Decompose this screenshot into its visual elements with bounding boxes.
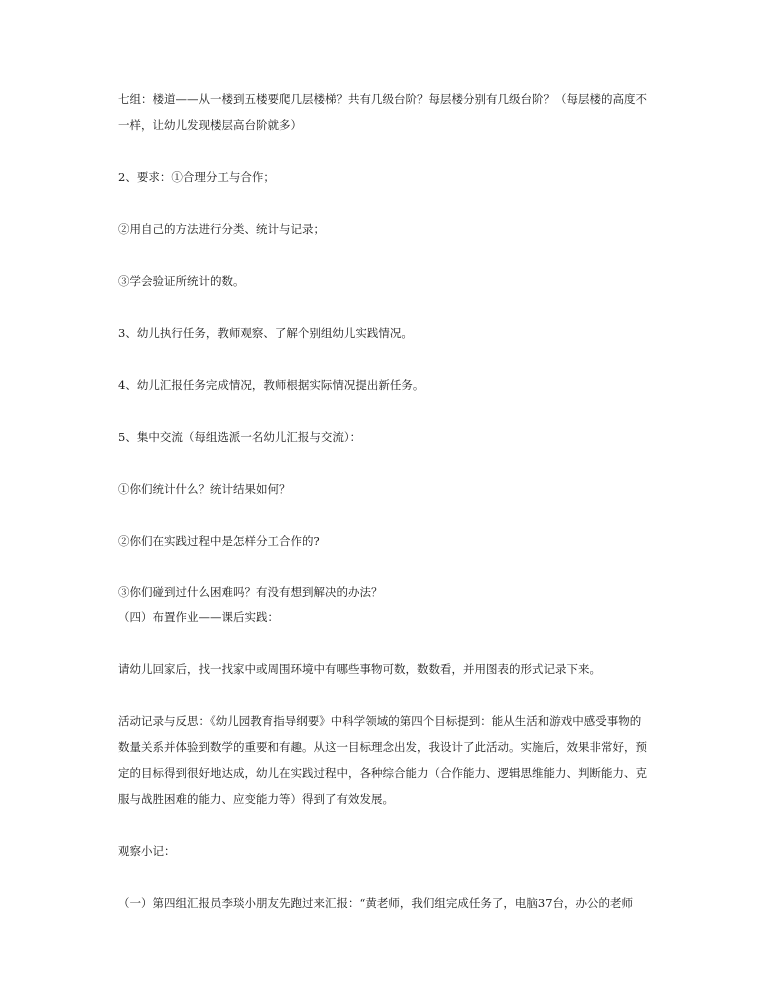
text-line: 数量关系并体验到数学的重要和有趣。从这一目标理念出发，我设计了此活动。实施后，效果非常好，预	[118, 740, 647, 754]
text-line: 服与战胜困难的能力、应变能力等）得到了有效发展。	[118, 792, 394, 806]
text-line: （一）第四组汇报员李琰小朋友先跑过来汇报：“黄老师，我们组完成任务了，电脑37台，办公的老师	[118, 896, 634, 910]
text-line: 请幼儿回家后，找一找家中或周围环境中有哪些事物可数，数数看，并用图表的形式记录下来。	[118, 662, 601, 676]
text-line: 4、幼儿汇报任务完成情况，教师根据实际情况提出新任务。	[118, 378, 425, 392]
section-heading: （四）布置作业——课后实践：	[118, 610, 279, 624]
text-line: 定的目标得到很好地达成，幼儿在实践过程中，各种综合能力（合作能力、逻辑思维能力、判断能力、克	[118, 766, 647, 780]
text-line: 3、幼儿执行任务，教师观察、了解个别组幼儿实践情况。	[118, 326, 413, 340]
text-line: ③学会验证所统计的数。	[118, 274, 245, 288]
text-line: 七组：楼道——从一楼到五楼要爬几层楼梯？共有几级台阶？每层楼分别有几级台阶？（每层楼的高度不	[118, 92, 647, 106]
section-heading: 观察小记：	[118, 844, 176, 858]
text-line: ②用自己的方法进行分类、统计与记录；	[118, 222, 325, 236]
text-line: 5、集中交流（每组选派一名幼儿汇报与交流）：	[118, 430, 362, 444]
text-line: ③你们碰到过什么困难吗？有没有想到解决的办法？	[118, 585, 383, 599]
text-line: ②你们在实践过程中是怎样分工合作的?	[118, 534, 320, 548]
text-line: 2、要求：①合理分工与合作；	[118, 170, 275, 184]
text-line: ①你们统计什么？统计结果如何？	[118, 482, 291, 496]
text-line: 活动记录与反思：《幼儿园教育指导纲要》中科学领域的第四个目标提到：能从生活和游戏中感受事物的	[118, 714, 642, 728]
text-line: 一样，让幼儿发现楼层高台阶就多）	[118, 118, 302, 132]
